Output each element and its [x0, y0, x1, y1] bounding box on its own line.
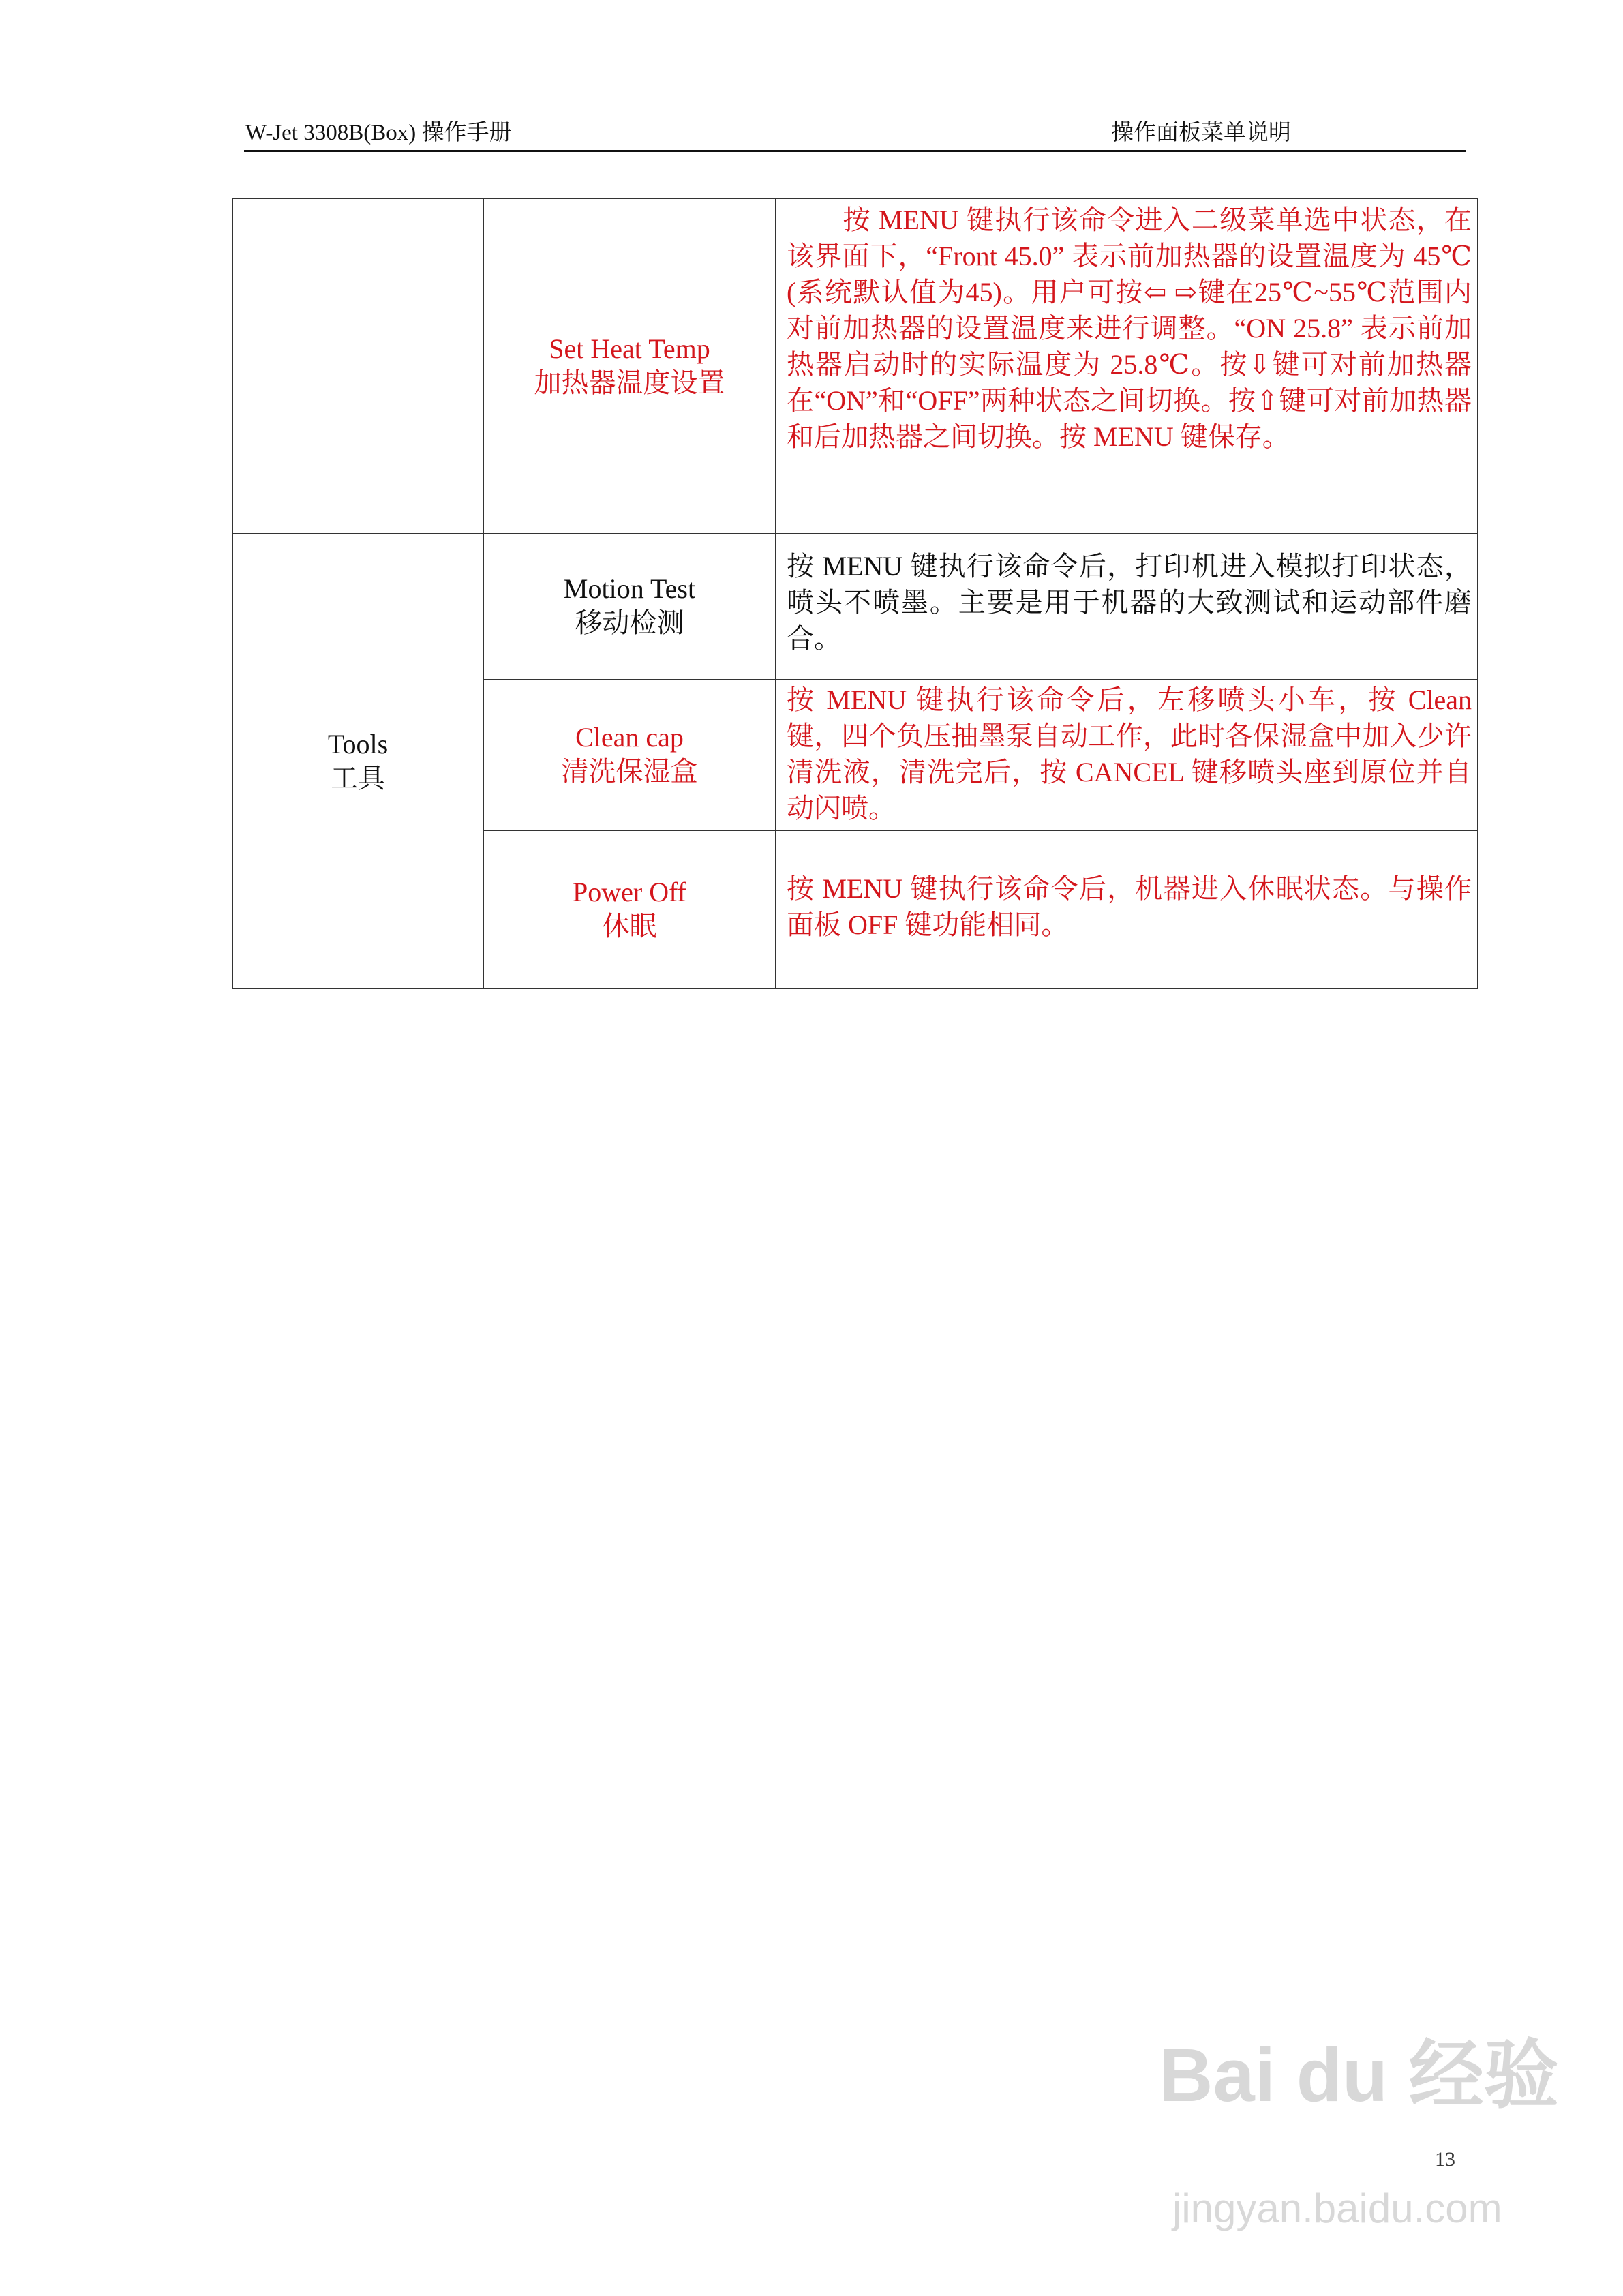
row-desc: 按 MENU 键执行该命令后，打印机进入模拟打印状态，喷头不喷墨。主要是用于机器的大致测试和运动部件磨合。: [787, 551, 1472, 654]
name-zh: 加热器温度设置: [534, 367, 725, 398]
header-left: W-Jet 3308B(Box) 操作手册: [245, 121, 512, 145]
group-zh: 工具: [331, 762, 385, 794]
watermark-brand: Bai du 经验: [1159, 2034, 1559, 2117]
name-en: Clean cap: [575, 721, 684, 753]
name-zh: 移动检测: [575, 607, 684, 638]
row-name: [484, 679, 775, 830]
group-en: Tools: [327, 728, 389, 759]
row-desc: 按 MENU 键执行该命令进入二级菜单选中状态，在该界面下，“Front 45.0” 表示前加热器的设置温度为 45℃(系统默认值为45)。用户可按⇦ ⇨键在25℃~55℃范围内对前加热器的设置温度来进行调整。“ON 25.8” 表示前加热器启动时的实际温度为 25.8℃。按⇩键可对前加热器在“ON”和“OFF”两种状态之间切换。按⇧键可对前加热器和后加热器之间切换。按 MENU 键保存。: [787, 205, 1472, 452]
row-desc: 按 MENU 键执行该命令后，机器进入休眠状态。与操作面板 OFF 键功能相同。: [787, 873, 1472, 940]
menu-table: [232, 198, 1478, 989]
header-right: 操作面板菜单说明: [1111, 121, 1291, 145]
group-tools: [233, 533, 483, 989]
row-name: [484, 533, 775, 679]
row-name: [484, 199, 775, 533]
header-divider: [244, 150, 1466, 152]
name-zh: 休眠: [602, 911, 657, 941]
name-zh: 清洗保湿盒: [561, 755, 698, 787]
name-en: Set Heat Temp: [549, 333, 710, 364]
row-name: [484, 830, 775, 989]
name-en: Power Off: [572, 877, 686, 907]
name-en: Motion Test: [563, 573, 696, 604]
page-number: 13: [1435, 2148, 1455, 2171]
row-desc: 按 MENU 键执行该命令后，左移喷头小车，按 Clean 键，四个负压抽墨泵自动工作，此时各保湿盒中加入少许清洗液，清洗完后，按 CANCEL 键移喷头座到原位并自动闪喷。: [787, 684, 1472, 824]
col-divider: [775, 199, 776, 988]
baidu-watermark: [1159, 2035, 1559, 2233]
watermark-url: jingyan.baidu.com: [1172, 2186, 1502, 2231]
